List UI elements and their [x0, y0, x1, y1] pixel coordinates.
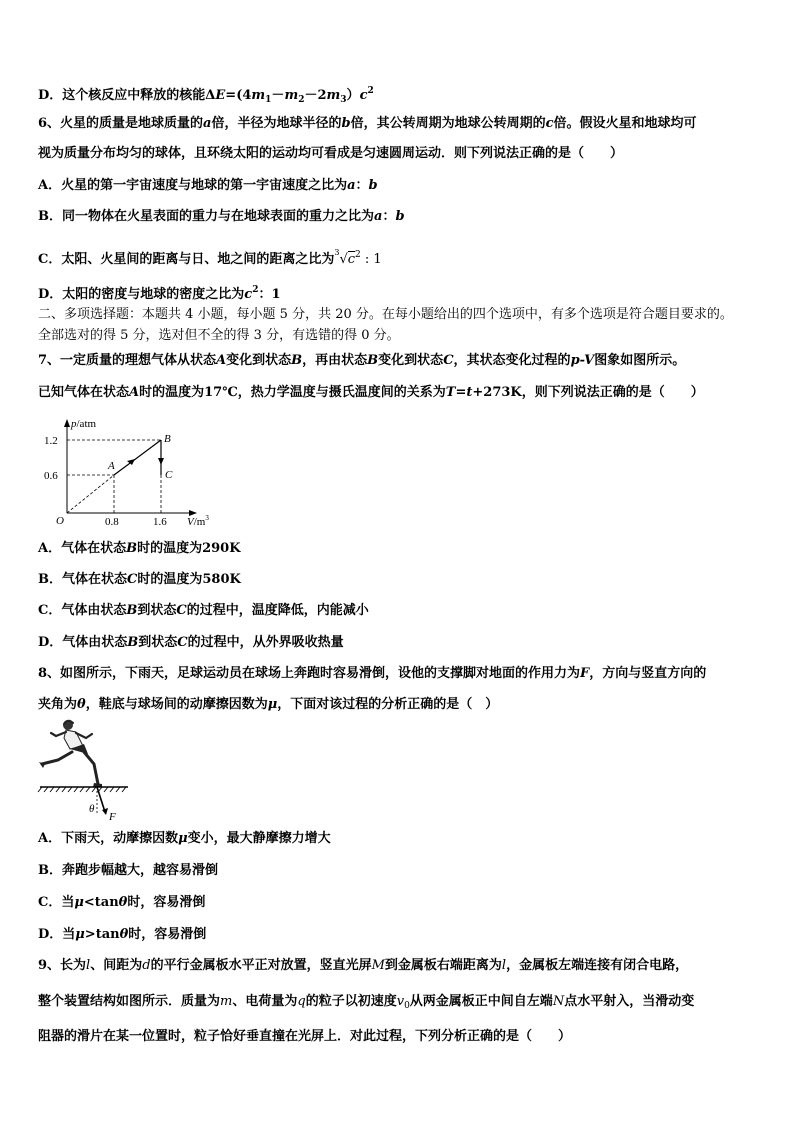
runner-drawing [39, 720, 102, 787]
q5-option-d: D．这个核反应中释放的核能$\Delta E=(4m_1-m_2-2m_3)c^2$ [38, 86, 374, 105]
process-a-to-b [114, 440, 161, 475]
y-axis-label: p/atm [71, 418, 97, 430]
x-tick-1.6: 1.6 [153, 516, 167, 528]
q8-option-d: D．当μ>tanθ时，容易滑倒 [38, 927, 207, 942]
q9-stem-line2: 整个装置结构如图所示．质量为m、电荷量为q的粒子以初速度$v_0$从两金属板正中间自左端N点水平射入，当滑动变 [38, 994, 695, 1011]
point-c-label: C [165, 469, 173, 481]
q7-option-b: B．气体在状态C时的温度为580K [38, 572, 241, 587]
ground-hatch [38, 787, 126, 792]
origin-label: O [56, 515, 64, 527]
q7-option-d: D．气体由状态B到状态C的过程中，从外界吸收热量 [38, 635, 344, 650]
x-axis-label: $V/m^3$ [187, 514, 209, 528]
q8-option-a: A．下雨天，动摩擦因数μ变小，最大静摩擦力增大 [38, 831, 331, 846]
force-f-arrow [97, 787, 105, 812]
y-tick-1.2: 1.2 [44, 435, 58, 447]
q6-option-d: D．太阳的密度与地球的密度之比为$c^2$：1 [38, 285, 281, 302]
cube-root: $^3√c^2$ [334, 248, 361, 267]
q6-option-b: B．同一物体在火星表面的重力与在地球表面的重力之比为a：b [38, 209, 405, 224]
point-a-label: A [108, 460, 115, 472]
section2-heading-line1: 二、多项选择题：本题共 4 小题，每小题 5 分，共 20 分。在每小题给出的四个选项中，有多个选项是符合题目要求的。 [38, 307, 733, 322]
pv-graph [38, 412, 223, 530]
q7-stem-line2: 已知气体在状态A时的温度为17℃，热力学温度与摄氏温度间的关系为T=t+273K，则下列说法正确的是（ ） [38, 385, 704, 400]
q7-option-a: A．气体在状态B时的温度为290K [38, 541, 241, 556]
point-b-label: B [164, 433, 171, 445]
q7-option-c: C．气体由状态B到状态C的过程中，温度降低，内能减小 [38, 603, 369, 618]
q8-stem-line2: 夹角为θ，鞋底与球场间的动摩擦因数为μ，下面对该过程的分析正确的是（ ） [38, 697, 499, 712]
section2-heading-line2: 全部选对的得 5 分，选对但不全的得 3 分，有选错的得 0 分。 [38, 328, 400, 343]
y-tick-0.6: 0.6 [44, 470, 58, 482]
q6-stem-line1: 6、火星的质量是地球质量的a倍，半径为地球半径的b倍，其公转周期为地球公转周期的c倍。假设火星和地球均可 [38, 116, 697, 131]
q6-option-c: C．太阳、火星间的距离与日、地之间的距离之比为$^3√c^2$ : 1 [38, 248, 382, 267]
q8-option-b: B．奔跑步幅越大，越容易滑倒 [38, 863, 218, 878]
force-f-arrowhead [102, 808, 108, 815]
q9-stem-line3: 阻器的滑片在某一位置时，粒子恰好垂直撞在光屏上．对此过程，下列分析正确的是（ ） [38, 1029, 572, 1044]
x-tick-0.8: 0.8 [105, 516, 119, 528]
q9-stem-line1: 9、长为l、间距为d的平行金属板水平正对放置，竖直光屏M到金属板右端距离为l，金属板左端连接有闭合电路， [38, 958, 689, 973]
q8-stem-line1: 8、如图所示，下雨天，足球运动员在球场上奔跑时容易滑倒，设他的支撑脚对地面的作用力为F，方向与竖直方向的 [38, 666, 707, 681]
q6-stem-line2: 视为质量分布均匀的球体，且环绕太阳的运动均可看成是匀速圆周运动．则下列说法正确的是（ ） [38, 146, 624, 161]
q6-option-a: A．火星的第一宇宙速度与地球的第一宇宙速度之比为a：b [38, 178, 378, 193]
force-f-label: F [109, 811, 116, 822]
runner-figure [36, 716, 136, 822]
extension-to-origin [67, 475, 114, 513]
angle-theta-label: θ [89, 803, 95, 815]
q8-option-c: C．当μ<tanθ时，容易滑倒 [38, 895, 206, 910]
arrow-b-to-c [158, 458, 164, 465]
q7-stem-line1: 7、一定质量的理想气体从状态A变化到状态B，再由状态B变化到状态C，其状态变化过程的p-V图象如图所示。 [38, 353, 686, 368]
